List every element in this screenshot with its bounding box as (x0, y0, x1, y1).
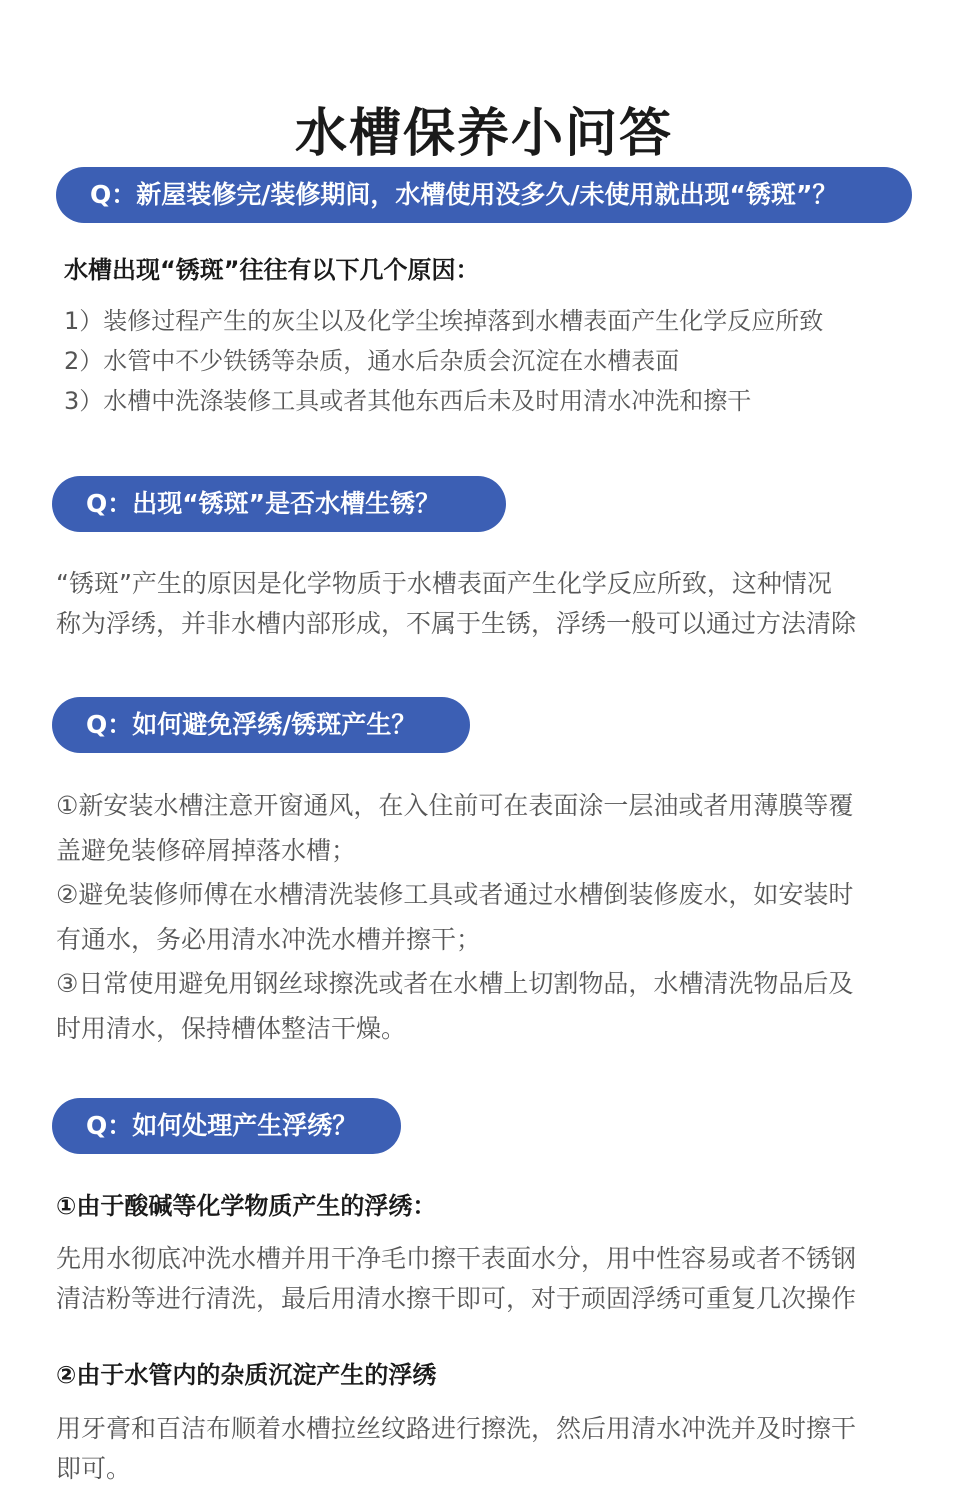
question-banner-3: Q：如何避免浮绣/锈斑产生？ (52, 697, 470, 753)
answer-line: 即可。 (56, 1454, 132, 1483)
answer-line: ③日常使用避免用钢丝球擦洗或者在水槽上切割物品，水槽清洗物品后及 (56, 969, 854, 998)
list-item: 2）水管中不少铁锈等杂质，通水后杂质会沉淀在水槽表面 (64, 347, 680, 375)
answer-line: ②避免装修师傅在水槽清洗装修工具或者通过水槽倒装修废水，如安装时 (56, 880, 854, 909)
question-banner-4: Q：如何处理产生浮绣？ (52, 1098, 401, 1154)
list-item: 1）装修过程产生的灰尘以及化学尘埃掉落到水槽表面产生化学反应所致 (64, 307, 824, 335)
subheading-sediment-rust: ②由于水管内的杂质沉淀产生的浮绣 (56, 1361, 437, 1389)
answer-line: 称为浮绣，并非水槽内部形成，不属于生锈，浮绣一般可以通过方法清除 (56, 609, 857, 638)
answer-line: ①新安装水槽注意开窗通风，在入住前可在表面涂一层油或者用薄膜等覆 (56, 791, 854, 820)
list-item: 3）水槽中洗涤装修工具或者其他东西后未及时用清水冲洗和擦干 (64, 387, 752, 415)
answer-line: 有通水，务必用清水冲洗水槽并擦干； (56, 924, 482, 954)
answer-line: “锈斑”产生的原因是化学物质于水槽表面产生化学反应所致，这种情况 (56, 569, 832, 598)
cause-list (64, 301, 823, 421)
question-banner-2: Q：出现“锈斑”是否水槽生锈？ (52, 476, 506, 532)
answer-line: 用牙膏和百洁布顺着水槽拉丝纹路进行擦洗，然后用清水冲洗并及时擦干 (56, 1414, 857, 1443)
subheading-chemical-rust: ①由于酸碱等化学物质产生的浮绣： (56, 1192, 437, 1220)
page-title: 水槽保养小问答 (294, 103, 673, 164)
section-1-intro: 水槽出现“锈斑”往往有以下几个原因： (64, 256, 480, 284)
section-2-answer (56, 564, 926, 644)
sediment-rust-answer (56, 1409, 926, 1489)
answer-line: 清洁粉等进行清洗，最后用清水擦干即可，对于顽固浮绣可重复几次操作 (56, 1284, 857, 1313)
answer-line: 时用清水，保持槽体整洁干燥。 (56, 1013, 407, 1043)
chemical-rust-answer (56, 1239, 926, 1319)
question-banner-1: Q：新屋装修完/装修期间，水槽使用没多久/未使用就出现“锈斑”？ (56, 167, 912, 223)
answer-line: 先用水彻底冲洗水槽并用干净毛巾擦干表面水分，用中性容易或者不锈钢 (56, 1244, 857, 1273)
answer-line: 盖避免装修碎屑掉落水槽； (56, 835, 357, 865)
section-3-answer (56, 784, 926, 1051)
